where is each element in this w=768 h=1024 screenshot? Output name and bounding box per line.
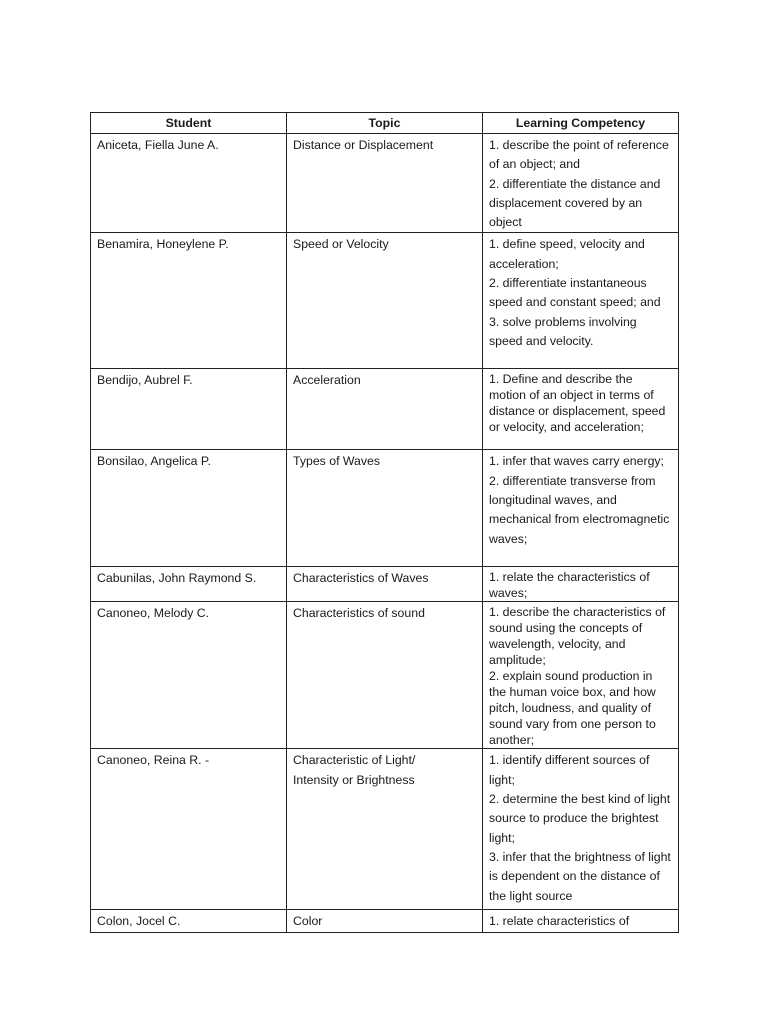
topic-cell bbox=[287, 910, 483, 932]
competency-item: 2. differentiate transverse from longitudinal waves, and mechanical from electromagnetic waves; bbox=[489, 473, 670, 546]
topic-text: Characteristics of sound bbox=[293, 606, 425, 621]
student-name: Canoneo, Melody C. bbox=[97, 606, 210, 621]
header-learning-competency: Learning Competency bbox=[483, 113, 679, 134]
competency-cell bbox=[483, 450, 679, 567]
competency-item: 1. relate characteristics of bbox=[489, 914, 630, 929]
student-name: Aniceta, Fiella June A. bbox=[97, 138, 219, 152]
topic-cell bbox=[287, 602, 483, 749]
student-cell bbox=[91, 910, 287, 932]
competency-item: 3. solve problems involving speed and velocity. bbox=[489, 314, 637, 348]
table-body bbox=[91, 134, 679, 933]
student-cell bbox=[91, 749, 287, 910]
topic-text: Acceleration bbox=[293, 373, 361, 388]
table-row bbox=[91, 134, 679, 233]
competency-cell bbox=[483, 369, 679, 450]
competency-item: 1. Define and describe the motion of an object in terms of distance or displacement, speed or velocity, and acceleration; bbox=[489, 372, 666, 435]
student-name: Benamira, Honeylene P. bbox=[97, 237, 229, 252]
student-cell bbox=[91, 134, 287, 233]
header-row bbox=[91, 113, 679, 134]
student-cell bbox=[91, 602, 287, 749]
table-row bbox=[91, 369, 679, 450]
student-name: Canoneo, Reina R. - bbox=[97, 753, 210, 768]
student-cell bbox=[91, 567, 287, 602]
competency-cell bbox=[483, 567, 679, 602]
topic-text: Distance or Displacement bbox=[293, 138, 434, 152]
student-name: Cabunilas, John Raymond S. bbox=[97, 571, 257, 586]
competency-cell bbox=[483, 233, 679, 369]
table-header bbox=[91, 113, 679, 134]
competency-item: 2. explain sound production in the human voice box, and how pitch, loudness, and quality of sound vary from one person to another; bbox=[489, 669, 656, 748]
table-row bbox=[91, 567, 679, 602]
learning-competency-table bbox=[90, 112, 679, 933]
header-student: Student bbox=[91, 113, 287, 134]
student-cell bbox=[91, 450, 287, 567]
table-row bbox=[91, 233, 679, 369]
table-row bbox=[91, 450, 679, 567]
student-cell bbox=[91, 233, 287, 369]
table-row bbox=[91, 602, 679, 749]
competency-item: 2. determine the best kind of light source to produce the brightest light; bbox=[489, 792, 671, 845]
competency-item: 1. define speed, velocity and acceleration; bbox=[489, 237, 645, 271]
topic-text: Characteristic of Light/ bbox=[293, 753, 416, 768]
competency-cell bbox=[483, 602, 679, 749]
topic-cell bbox=[287, 567, 483, 602]
competency-item: 2. differentiate the distance and displacement covered by an object bbox=[489, 176, 661, 230]
student-name: Bendijo, Aubrel F. bbox=[97, 373, 193, 388]
table-row bbox=[91, 910, 679, 932]
topic-cell bbox=[287, 749, 483, 910]
header-topic: Topic bbox=[287, 113, 483, 134]
competency-cell bbox=[483, 134, 679, 233]
topic-text: Types of Waves bbox=[293, 454, 381, 469]
competency-item: 1. identify different sources of light; bbox=[489, 753, 650, 787]
topic-text: Speed or Velocity bbox=[293, 237, 389, 252]
student-name: Bonsilao, Angelica P. bbox=[97, 454, 211, 469]
competency-item: 1. describe the characteristics of sound using the concepts of wavelength, velocity, and amplitude; bbox=[489, 605, 666, 668]
student-name: Colon, Jocel C. bbox=[97, 914, 181, 929]
topic-cell bbox=[287, 134, 483, 233]
topic-cell bbox=[287, 369, 483, 450]
topic-text: Intensity or Brightness bbox=[293, 772, 415, 787]
topic-cell bbox=[287, 450, 483, 567]
competency-cell bbox=[483, 910, 679, 932]
student-cell bbox=[91, 369, 287, 450]
topic-text: Color bbox=[293, 914, 323, 929]
topic-cell bbox=[287, 233, 483, 369]
competency-item: 1. describe the point of reference of an object; and bbox=[489, 138, 669, 172]
competency-cell bbox=[483, 749, 679, 910]
competency-item: 1. relate the characteristics of waves; bbox=[489, 570, 650, 601]
topic-text: Characteristics of Waves bbox=[293, 571, 429, 586]
table-row bbox=[91, 749, 679, 910]
competency-item: 1. infer that waves carry energy; bbox=[489, 454, 664, 469]
competency-item: 2. differentiate instantaneous speed and constant speed; and bbox=[489, 276, 661, 310]
competency-item: 3. infer that the brightness of light is dependent on the distance of the light source bbox=[489, 849, 671, 903]
